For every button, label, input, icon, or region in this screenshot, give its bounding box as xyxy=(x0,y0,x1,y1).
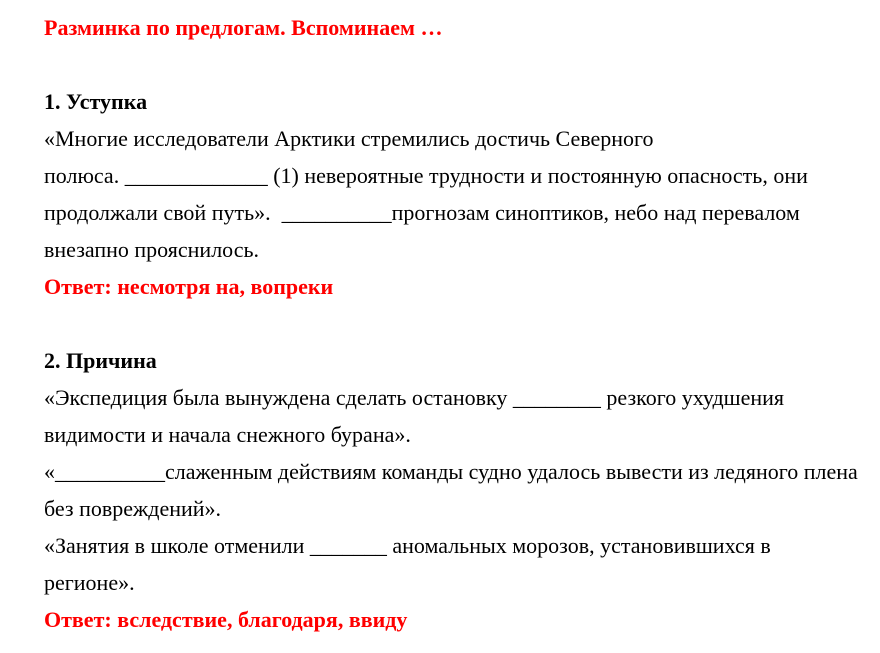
section-2-text-line-5: «Занятия в школе отменили _______ аномальных морозов, установившихся в xyxy=(44,533,771,558)
section-1-text-line-1: «Многие исследователи Арктики стремились достичь Северного xyxy=(44,126,654,151)
section-1-heading: 1. Уступка xyxy=(44,89,148,114)
page-title: Разминка по предлогам. Вспоминаем … xyxy=(44,15,443,40)
section-2-text-line-1: «Экспедиция была вынуждена сделать остановку ________ резкого ухудшения xyxy=(44,385,785,410)
section-2-text-line-4: без повреждений». xyxy=(44,496,222,521)
section-2-heading: 2. Причина xyxy=(44,348,157,373)
section-1-text-line-3: продолжали свой путь». __________прогнозам синоптиков, небо над перевалом xyxy=(44,200,800,225)
section-2-answer: Ответ: вследствие, благодаря, ввиду xyxy=(44,607,408,632)
blank-line xyxy=(44,46,840,83)
blank-line xyxy=(44,305,840,342)
section-1-text-line-2: полюса. _____________ (1) невероятные трудности и постоянную опасность, они xyxy=(44,163,808,188)
section-2-text-line-6: регионе». xyxy=(44,570,135,595)
section-1-answer: Ответ: несмотря на, вопреки xyxy=(44,274,334,299)
section-2-text-line-3: «__________слаженным действиям команды судно удалось вывести из ледяного плена xyxy=(44,459,858,484)
section-1-text-line-4: внезапно прояснилось. xyxy=(44,237,260,262)
section-2-text-line-2: видимости и начала снежного бурана». xyxy=(44,422,411,447)
